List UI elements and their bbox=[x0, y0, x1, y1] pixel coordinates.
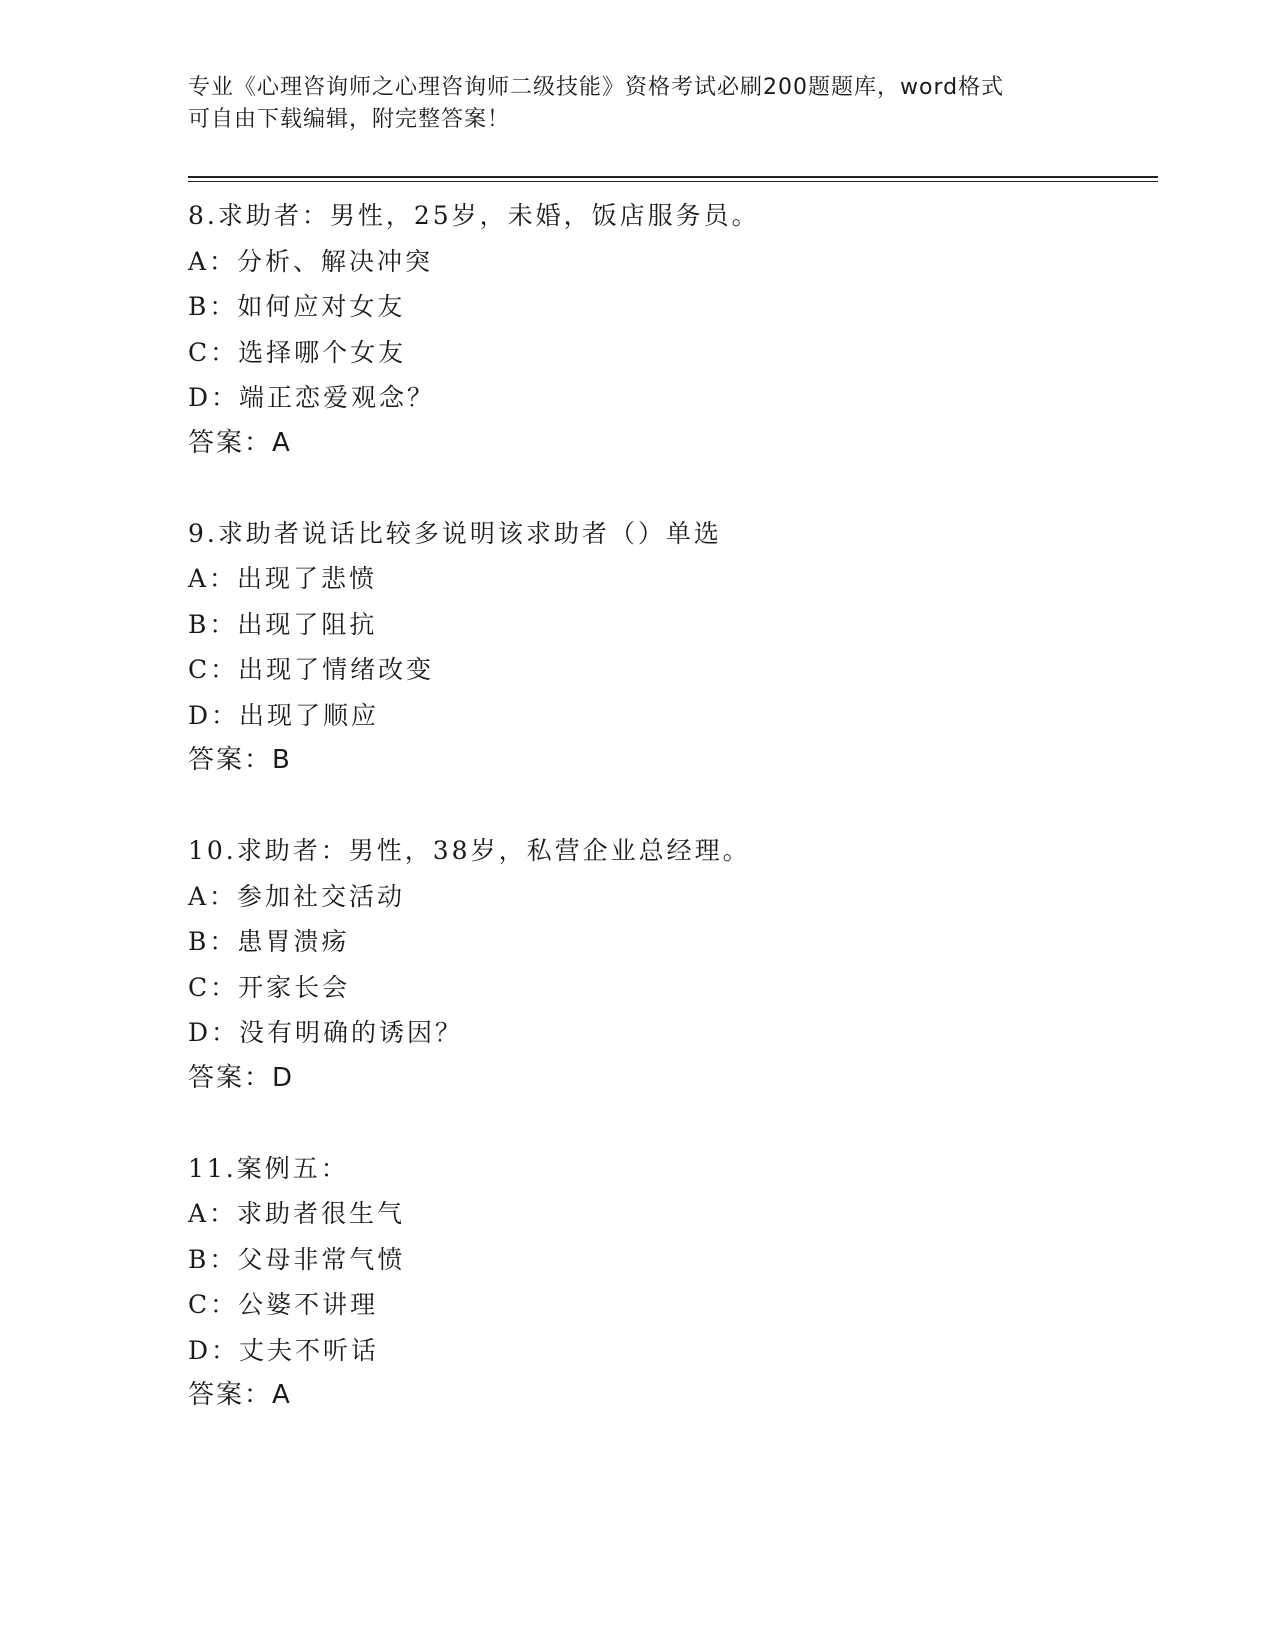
answer-line: 答案：A bbox=[188, 427, 292, 458]
answer-line: 答案：D bbox=[188, 1062, 295, 1093]
header-divider-top bbox=[188, 176, 1158, 178]
option-d: D：出现了顺应 bbox=[188, 700, 380, 730]
question-block bbox=[188, 193, 1168, 466]
option-d: D：丈夫不听话 bbox=[188, 1335, 380, 1365]
option-a: A：参加社交活动 bbox=[188, 881, 406, 911]
question-block bbox=[188, 1146, 1168, 1419]
option-c: C：选择哪个女友 bbox=[188, 337, 407, 367]
option-d: D：没有明确的诱因？ bbox=[188, 1018, 464, 1047]
question-stem: 9.求助者说话比较多说明该求助者（）单选 bbox=[188, 518, 722, 548]
question-stem: 8.求助者：男性，25岁，未婚，饭店服务员。 bbox=[188, 201, 760, 230]
question-list bbox=[188, 193, 1168, 1463]
option-a: A：求助者很生气 bbox=[188, 1199, 406, 1228]
question-stem: 10.求助者：男性，38岁，私营企业总经理。 bbox=[188, 836, 751, 865]
option-b: B：患胃溃疡 bbox=[188, 927, 350, 956]
header-line-2: 可自由下载编辑，附完整答案！ bbox=[188, 107, 511, 132]
question-block bbox=[188, 828, 1168, 1101]
answer-line: 答案：B bbox=[188, 745, 292, 775]
option-c: C：公婆不讲理 bbox=[188, 1290, 379, 1319]
option-c: C：开家长会 bbox=[188, 972, 351, 1002]
question-stem: 11.案例五： bbox=[188, 1153, 349, 1183]
option-a: A：出现了悲愤 bbox=[188, 564, 378, 593]
answer-line: 答案：A bbox=[188, 1380, 292, 1410]
option-b: B：如何应对女友 bbox=[188, 292, 406, 321]
option-d: D：端正恋爱观念？ bbox=[188, 383, 436, 412]
document-header bbox=[188, 72, 1088, 136]
option-a: A：分析、解决冲突 bbox=[188, 246, 434, 276]
option-b: B：出现了阻抗 bbox=[188, 609, 378, 639]
header-line-1: 专业《心理咨询师之心理咨询师二级技能》资格考试必刷200题题库，word格式 bbox=[188, 75, 1005, 100]
option-b: B：父母非常气愤 bbox=[188, 1244, 406, 1274]
question-block bbox=[188, 511, 1168, 784]
option-c: C：出现了情绪改变 bbox=[188, 655, 435, 684]
header-divider-bottom bbox=[188, 181, 1158, 182]
